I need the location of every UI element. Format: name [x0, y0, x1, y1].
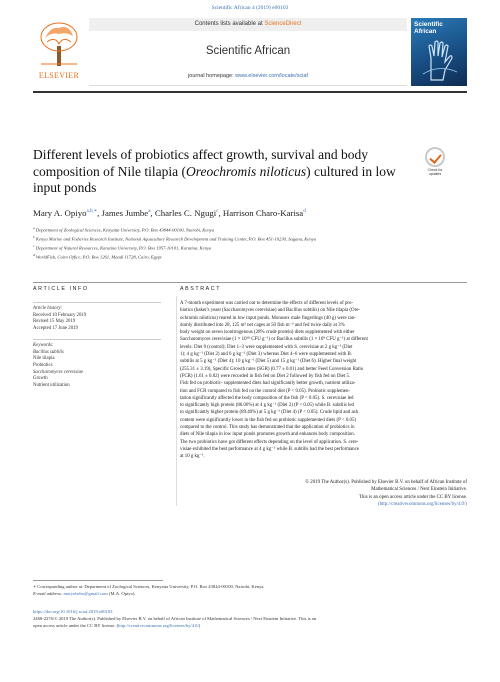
history-item: Accepted 17 June 2019	[33, 326, 78, 332]
copyright-notice: © 2019 The Author(s). Published by Elsevier B.V. on behalf of African Institute of Mathematical Sciences / Next Einstein Initiative. This is an open access article under the CC BY license. (http://creativecommons.org/licenses/by/4.0/)	[180, 479, 467, 508]
author-email-link[interactable]: maryobebo@gmail.com	[63, 591, 108, 596]
author[interactable]: Mary A. Opiyo$^{a,b,∗}$	[33, 208, 98, 218]
affiliations	[33, 225, 467, 262]
elsevier-wordmark: ELSEVIER	[38, 71, 80, 80]
divider	[33, 302, 161, 303]
affiliation: $^d$ WorldFish, Cairo Office, P.O. Box 1261, Maadi 11728, Cairo, Egypt	[33, 253, 162, 260]
article-info-heading: ARTICLE INFO	[33, 286, 89, 292]
masthead-center	[89, 18, 407, 86]
contents-bar	[89, 18, 407, 31]
masthead	[33, 18, 467, 86]
elsevier-tree-icon	[37, 20, 81, 68]
doi-link[interactable]: https://doi.org/10.1016/j.sciaf.2019.e00103	[33, 609, 113, 614]
author[interactable]: James Jumbe$^a$	[101, 208, 151, 218]
cover-title: Scientific African	[414, 21, 443, 35]
section-rule	[33, 282, 467, 283]
author[interactable]: Charles C. Ngugi$^c$	[154, 208, 219, 218]
title-species: Oreochromis niloticus	[185, 163, 307, 179]
author[interactable]: Harrison Charo-Karisa$^d$	[222, 208, 306, 218]
cover-hand-icon	[417, 38, 461, 82]
footer-license-link[interactable]: http://creativecommons.org/licenses/by/4.0/	[118, 623, 199, 628]
contents-prefix: Contents lists available at	[194, 21, 265, 27]
footnote-rule	[33, 580, 163, 581]
title-part-1: Different levels of probiotics affect growth, survival and body composition of Nile tilapia (	[33, 147, 369, 179]
divider	[33, 339, 161, 340]
keyword[interactable]: Probiotics	[33, 362, 53, 368]
history-item: Revised 15 May 2019	[33, 319, 76, 325]
homepage-prefix: journal homepage:	[188, 73, 236, 79]
affiliation: $^a$ Department of Zoological Sciences, Kenyatta University, P.O. Box 43844-00100, Nairobi, Kenya	[33, 226, 215, 233]
journal-citation: Scientific African 4 (2019) e00103	[211, 5, 289, 11]
keyword[interactable]: Nutrient utilization	[33, 383, 70, 389]
journal-cover[interactable]	[411, 18, 467, 86]
badge-label: Check for updates	[427, 168, 443, 176]
keyword[interactable]: Saccharomyces cerevisiae	[33, 369, 84, 375]
abstract-text: A 7-month experiment was carried out to determine the effects of different levels of pro- biotics (baker's yeast (Saccharomyces cerevisiae) and Bacillus subtilis) on Nile tilapia (Ore- ochromis niloticus) reared in low input ponds. Monosex male fingerlings (40 g) were ran- domly distributed into 28, 125 m² net cages at 50 fish m⁻³ and fed twice daily at 3% body weight on seven isonitrogenous (28% crude protein) diets supplemented with either Saccharomyces cerevisiae (1 × 10¹⁰ CFU g⁻¹) or Bacillus subtilis (1 × 10⁹ CFU g⁻¹) at different levels: Diet 0 (control); Diet 1–3 were supplemented with S. cerevisiae at 2 g kg⁻¹ (Diet 1); 4 g kg⁻¹ (Diet 2) and 6 g kg⁻¹ (Diet 3) whereas Diet 4–6 were supplemented with B. subtilis at 5 g kg⁻¹ (Diet 4); 10 g kg⁻¹ (Diet 5) and 15 g kg⁻¹ (Diet 6). Higher final weight (255.31 ± 3.19), Specific Growth rates (SGR) (0.77 ± 0.01) and better Feed Conversion Ratio (FCR) (1.61 ± 0.02) were recorded in fish fed on Diet 2 followed by fish fed on Diet 5. Fish fed on probiotic- supplemented diets had significantly better growth, nutrient utiliza- tion and FCR compared to fish fed on the control diet (P < 0.05). Probiotic supplemen- tation significantly affected the body composition of the fish (P < 0.05). S. cerevisiae led to significantly high protein (86.06%) at 4 g kg⁻¹ (Diet 2) (P < 0.05) while B. subtilis led to significantly higher protein (89.40%) at 5 g kg⁻¹ (Diet 4) (P < 0.05). Crude lipid and ash content were significantly lower in the fish fed on probiotic supplemented diets (P < 0.05) compared to the control. This study has demonstrated that the application of probiotics in diets of Nile tilapia in low input ponds promotes growth and enhances body composition. The two probiotics have got different effects depending on the level of application. S. cere- visiae exhibited the best performance at 4 g kg⁻¹ while B. subtilis had the best performance at 10 g kg⁻¹.	[180, 301, 368, 460]
title-part-2: ) cultured in low input ponds	[33, 163, 396, 195]
journal-homepage	[89, 73, 407, 79]
elsevier-logo[interactable]	[33, 18, 85, 86]
sciencedirect-link[interactable]: ScienceDirect	[264, 21, 302, 27]
affiliation: $^b$ Kenya Marine and Fisheries Research Institute, National Aquaculture Research Development and Training Center, P.O. Box 451-10230, Sagana, Kenya	[33, 235, 317, 242]
abstract-heading: ABSTRACT	[180, 286, 222, 292]
corresponding-author-footnote: ∗ Corresponding author at: Department of Zoological Sciences, Kenyatta University, P.O. Box 43844-00100, Nairobi, Kenya. E-mail address: maryobebo@gmail.com (M.A. Opiyo).	[33, 584, 265, 596]
keyword[interactable]: Nile tilapia	[33, 356, 55, 362]
column-divider	[176, 296, 177, 506]
history-item: Received 10 February 2019	[33, 312, 87, 318]
article-history: Article history: Received 10 February 2019 Revised 15 May 2019 Accepted 17 June 2019 Keywords: Bacillus subtilis Nile tilapia Probiotics Saccharomyces cerevisiae Growth Nutrient utilization	[33, 300, 161, 390]
article-title	[33, 147, 403, 197]
check-updates-icon	[425, 147, 445, 167]
header-rule	[33, 91, 467, 93]
affiliation: $^c$ Department of Natural Resources, Karatina University, P.O. Box 1957-10101, Karatina, Kenya	[33, 244, 212, 251]
check-for-updates-badge[interactable]	[422, 147, 448, 179]
journal-name: Scientific African	[205, 45, 291, 57]
homepage-link[interactable]: www.elsevier.com/locate/sciaf	[235, 73, 308, 79]
article-footer: https://doi.org/10.1016/j.sciaf.2019.e00103 2468-2276/© 2019 The Author(s). Published by Elsevier B.V. on behalf of African Institute of Mathematical Sciences / Next Einstein Initiative. This is an open access article under the CC BY license. (http://creativecommons.org/licenses/by/4.0/)	[33, 608, 467, 629]
keyword[interactable]: Bacillus subtilis	[33, 349, 64, 355]
keyword[interactable]: Growth	[33, 376, 48, 382]
license-link[interactable]: (http://creativecommons.org/licenses/by/4.0/)	[377, 501, 467, 507]
author-list: Mary A. Opiyo$^{a,b,∗}$, James Jumbe$^a$, Charles C. Ngugi$^c$, Harrison Charo-Karisa$^d$	[33, 208, 306, 218]
